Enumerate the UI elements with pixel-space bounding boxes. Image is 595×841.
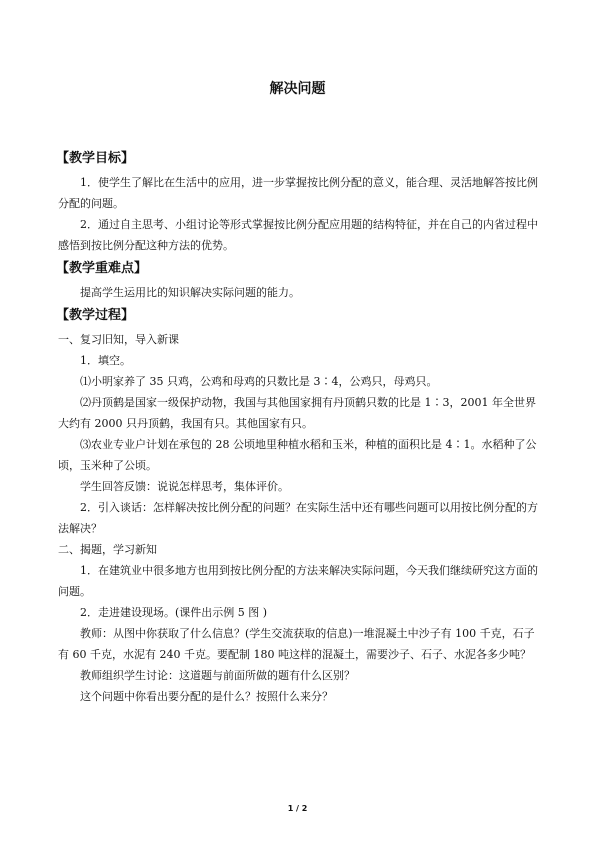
process-paragraph: 1．在建筑业中很多地方也用到按比例分配的方法来解决实际问题，今天我们继续研究这方面的问题。 xyxy=(58,564,538,598)
process-paragraph: 这个问题中你看出要分配的是什么？按照什么来分？ xyxy=(80,690,333,703)
process-paragraph: 教师组织学生讨论：这道题与前面所做的题有什么区别？ xyxy=(80,669,355,682)
heading-teaching-process: 【教学过程】 xyxy=(56,308,135,323)
process-paragraph: 2．走进建设现场。(课件出示例 5 图 ) xyxy=(80,606,268,619)
process-paragraph: 教师：从图中你获取了什么信息？(学生交流获取的信息)一堆混凝土中沙子有 100 千克，石子有 60 千克，水泥有 240 千克。要配制 180 吨这样的混凝土，需要沙子、石子、水泥各多少吨？ xyxy=(58,627,535,661)
process-paragraph: ⑴小明家养了 35 只鸡，公鸡和母鸡的只数比是 3∶4，公鸡只，母鸡只。 xyxy=(80,375,438,388)
process-paragraph: 2．引入谈话：怎样解决按比例分配的问题？在实际生活中还有哪些问题可以用按比例分配的方法解决？ xyxy=(58,501,538,535)
heading-key-points: 【教学重难点】 xyxy=(56,261,148,276)
process-paragraph: ⑵丹顶鹤是国家一级保护动物，我国与其他国家拥有丹顶鹤只数的比是 1∶3，2001 年全世界大约有 2000 只丹顶鹤，我国有只。其他国家有只。 xyxy=(58,396,536,430)
process-paragraph: ⑶农业专业户计划在承包的 28 公顷地里种植水稻和玉米，种植的面积比是 4∶1。水稻种了公顷，玉米种了公顷。 xyxy=(58,438,537,472)
goal-paragraph: 1．使学生了解比在生活中的应用，进一步掌握按比例分配的意义，能合理、灵活地解答按比例分配的问题。 xyxy=(58,176,538,210)
page-number: 1 / 2 xyxy=(287,804,308,813)
section-title: 二、揭题，学习新知 xyxy=(58,543,157,556)
process-paragraph: 1．填空。 xyxy=(80,354,131,367)
key-point-paragraph: 提高学生运用比的知识解决实际问题的能力。 xyxy=(80,286,300,299)
document-body xyxy=(58,146,544,707)
document-title: 解决问题 xyxy=(269,81,326,97)
process-paragraph: 学生回答反馈：说说怎样思考，集体评价。 xyxy=(80,480,289,493)
heading-teaching-goals: 【教学目标】 xyxy=(56,151,135,166)
goal-paragraph: 2．通过自主思考、小组讨论等形式掌握按比例分配应用题的结构特征，并在自己的内省过程中感悟到按比例分配这种方法的优势。 xyxy=(58,218,538,252)
section-title: 一、复习旧知，导入新课 xyxy=(58,333,179,346)
